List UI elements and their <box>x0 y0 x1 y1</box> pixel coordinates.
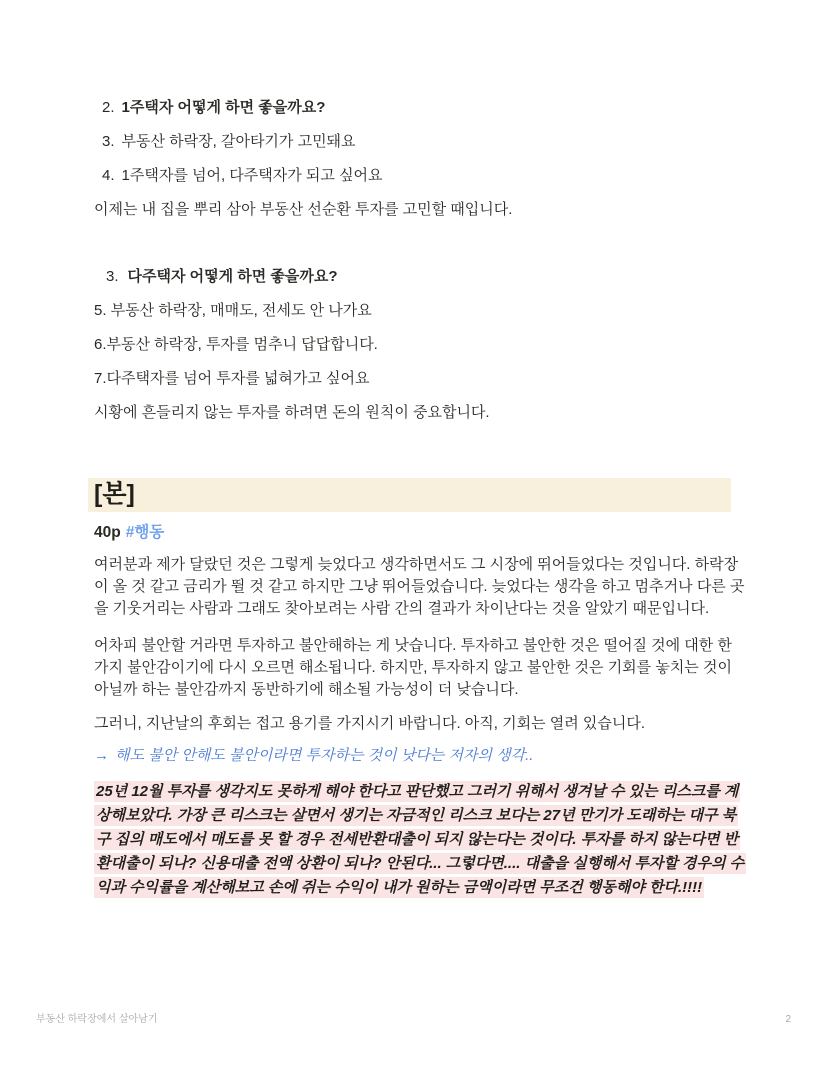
list-number: 3. <box>106 268 119 285</box>
list-item <box>94 266 746 287</box>
paragraph: 그러니, 지난날의 후회는 접고 용기를 가지시기 바랍니다. 아직, 기회는 열려 있습니다. <box>94 715 646 732</box>
subheading <box>94 522 746 543</box>
list-item: 6.부동산 하락장, 투자를 멈추니 답답합니다. <box>94 336 378 353</box>
list-number: 2. <box>102 99 115 116</box>
list-item <box>94 131 746 152</box>
list-item <box>94 97 746 118</box>
author-note-text: 해도 불안 안해도 불안이라면 투자하는 것이 낫다는 저자의 생각.. <box>115 747 534 764</box>
list-item-text: 1주택자를 넘어, 다주택자가 되고 싶어요 <box>121 167 383 184</box>
list-item-text: 부동산 하락장, 갈아타기가 고민돼요 <box>121 133 356 150</box>
paragraph: 이제는 내 집을 뿌리 삼아 부동산 선순환 투자를 고민할 때입니다. <box>94 201 513 218</box>
page-ref: 40p <box>94 524 121 541</box>
footer-doc-title: 부동산 하락장에서 살아남기 <box>36 1014 158 1025</box>
list-item-text: 다주택자 어떻게 하면 좋을까요? <box>127 268 338 285</box>
hashtag-link[interactable]: #행동 <box>125 524 165 541</box>
document-content <box>94 97 746 900</box>
list-item <box>94 165 746 186</box>
list-item: 7.다주택자를 넘어 투자를 넓혀가고 싶어요 <box>94 370 370 387</box>
highlighted-memo-text: 25년 12월 투자를 생각지도 못하게 해야 한다고 판단했고 그러기 위해서 생겨날 수 있는 리스크를 계상해보았다. 가장 큰 리스크는 살면서 생기는 자금적인 리스크 보다는 27년 만기가 도래하는 대구 북구 집의 매도에서 매도를 못 할 경우 전세반환대출이 되지 않는다는 것이다. 투자를 하지 않는다면 반환대출이 되나? 신용대출 전액 상환이 되나? 안된다... 그렇다면.... 대출을 실행해서 투자할 경우의 수익과 수익률을 계산해보고 손에 쥐는 수익이 내가 원하는 금액이라면 무조건 행동해야 한다.!!!! <box>96 783 745 896</box>
paragraph: 여러분과 제가 달랐던 것은 그렇게 늦었다고 생각하면서도 그 시장에 뛰어들었다는 것입니다. 하락장이 올 것 같고 금리가 뛸 것 같고 하지만 그냥 뛰어들었습니다. 늦었다는 생각을 하고 멈추거나 다른 곳을 기웃거리는 사람과 그래도 찾아보려는 사람 간의 결과가 차이난다는 것을 알았기 때문입니다. <box>94 556 745 617</box>
page-footer <box>36 1014 791 1026</box>
section-heading-band <box>88 478 731 512</box>
list-item: 5. 부동산 하락장, 매매도, 전세도 안 나가요 <box>94 302 372 319</box>
paragraph: 어차피 불안할 거라면 투자하고 불안해하는 게 낫습니다. 투자하고 불안한 것은 떨어질 것에 대한 한 가지 불안감이기에 다시 오르면 해소됩니다. 하지만, 투자하지 않고 불안한 것은 기회를 놓치는 것이 아닐까 하는 불안감까지 동반하기에 해소될 가능성이 더 낮습니다. <box>94 637 732 698</box>
footer-page-number: 2 <box>785 1014 791 1025</box>
highlighted-memo <box>94 780 746 900</box>
author-note <box>94 745 746 767</box>
section-heading: [본] <box>94 480 135 508</box>
list-number: 4. <box>102 167 115 184</box>
arrow-icon: → <box>94 747 109 764</box>
list-number: 3. <box>102 133 115 150</box>
list-item-text: 1주택자 어떻게 하면 좋을까요? <box>121 99 326 116</box>
paragraph: 시황에 흔들리지 않는 투자를 하려면 돈의 원칙이 중요합니다. <box>94 404 490 421</box>
